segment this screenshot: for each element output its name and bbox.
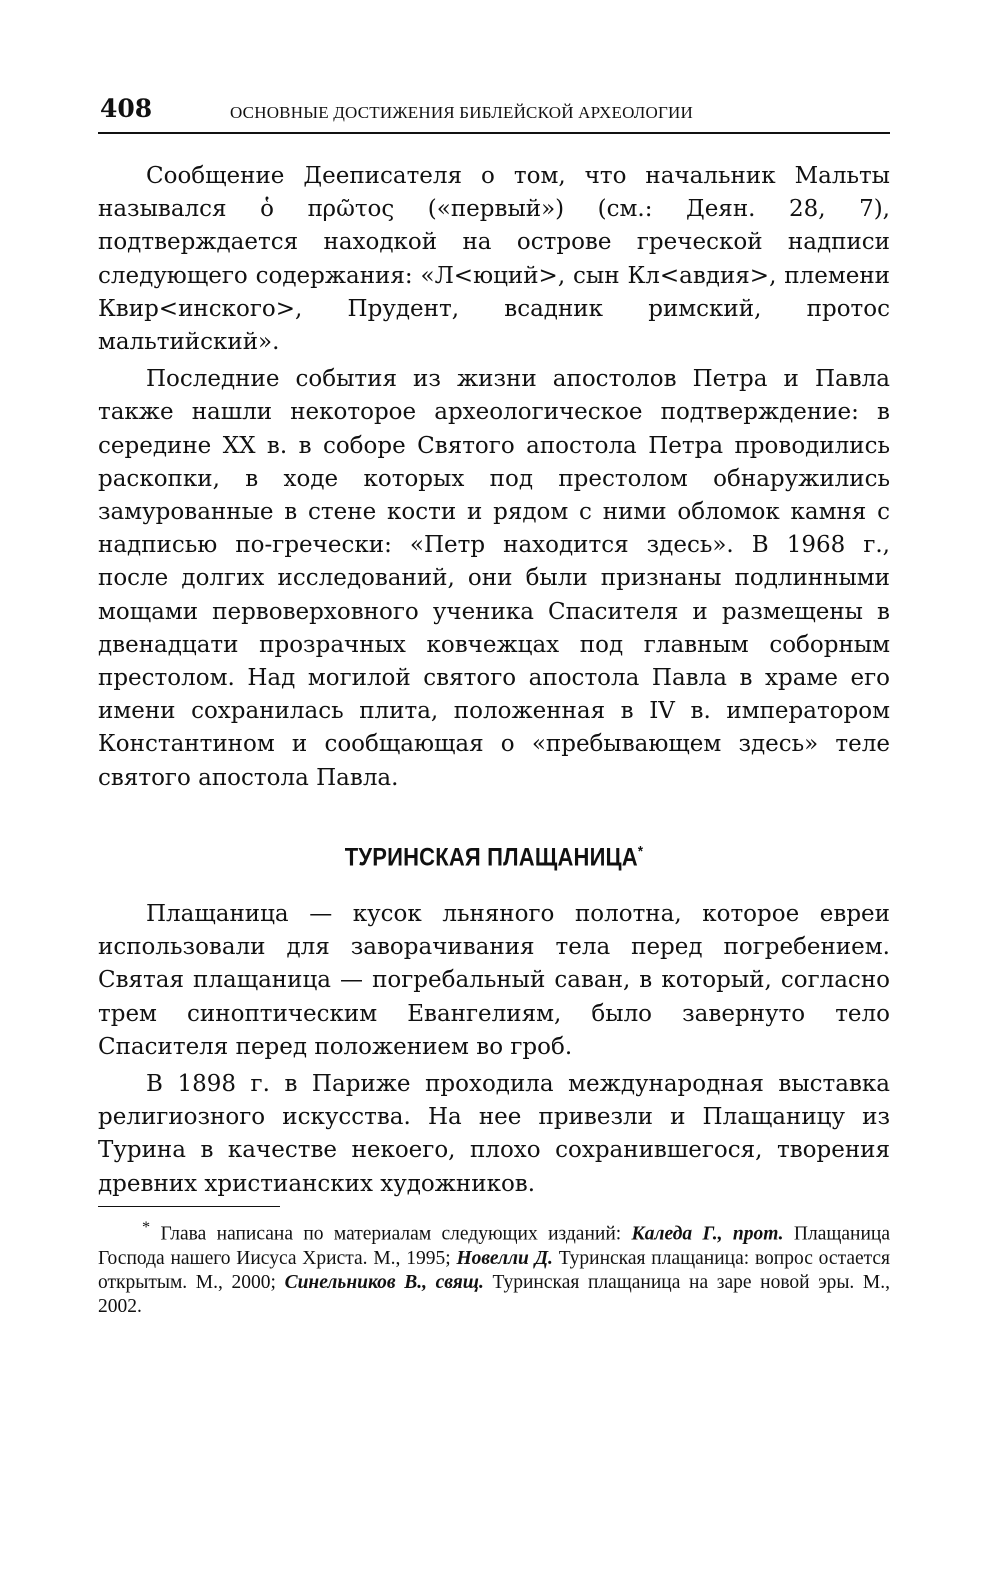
footnote <box>98 1215 890 1319</box>
paragraph: Последние события из жизни апостолов Петра и Павла также нашли некоторое археологическое подтверждение: в середине XX в. в соборе Святого апостола Петра проводились раскопки, в ходе которых под престолом обнаружились замурованные в стене кости и рядом с ними обломок камня с надписью по-гречески: «Петр находится здесь». В 1968 г., после долгих исследований, они были признаны подлинными мощами первоверховного ученика Спасителя и размещены в двенадцати прозрачных ковчежцах под главным соборным престолом. Над могилой святого апостола Павла в храме его имени сохранилась плита, положенная в IV в. императором Константином и сообщающая о «пребывающем здесь» теле святого апостола Павла. <box>98 366 890 791</box>
section-title: ТУРИНСКАЯ ПЛАЩАНИЦА <box>344 843 638 872</box>
section-heading <box>146 843 843 872</box>
paragraph: Плащаница — кусок льняного полотна, которое евреи использовали для заворачивания тела перед погребением. Святая плащаница — погребальный саван, в который, согласно трем синоптическим Евангелиям, было завернуто тело Спасителя перед положением во гроб. <box>98 901 890 1060</box>
footnote-author: Каледа Г., прот. <box>631 1223 784 1245</box>
footnote-divider <box>98 1206 280 1207</box>
footnote-author: Новелли Д. <box>456 1247 553 1269</box>
paragraph: Сообщение Дееписателя о том, что начальник Мальты назывался ὁ πρῶτος («первый») (см.: Деян. 28, 7), подтверждается находкой на острове греческой надписи следующего содержания: «Л<юций>, сын Кл<авдия>, племени Квир<инского>, Прудент, всадник римский, протос мальтийский». <box>98 163 890 356</box>
footnote-author: Синельников В., свящ. <box>284 1271 484 1293</box>
running-header <box>98 96 890 134</box>
paragraph: В 1898 г. в Париже проходила международная выставка религиозного искусства. На нее привезли и Плащаницу из Турина в качестве некоего, плохо сохранившегося, творения древних христианских художников. <box>98 1071 890 1197</box>
footnote-reference: * <box>637 843 644 860</box>
footnote-mark: * <box>142 1218 151 1236</box>
main-text-bottom <box>98 898 890 1205</box>
footnote-lead: Глава написана по материалам следующих изданий: <box>160 1223 622 1245</box>
footnote-source: Плащаница Господа нашего Иисуса Христа. М., 1995; <box>98 1223 890 1269</box>
footnote-source: Туринская плащаница: вопрос остается открытым. М., 2000; <box>98 1247 891 1293</box>
page-number: 408 <box>100 94 153 123</box>
running-head-title: ОСНОВНЫЕ ДОСТИЖЕНИЯ БИБЛЕЙСКОЙ АРХЕОЛОГИИ <box>230 103 693 122</box>
footnote-source: Туринская плащаница на заре новой эры. М., 2002. <box>98 1271 891 1317</box>
main-text-top <box>98 160 890 799</box>
